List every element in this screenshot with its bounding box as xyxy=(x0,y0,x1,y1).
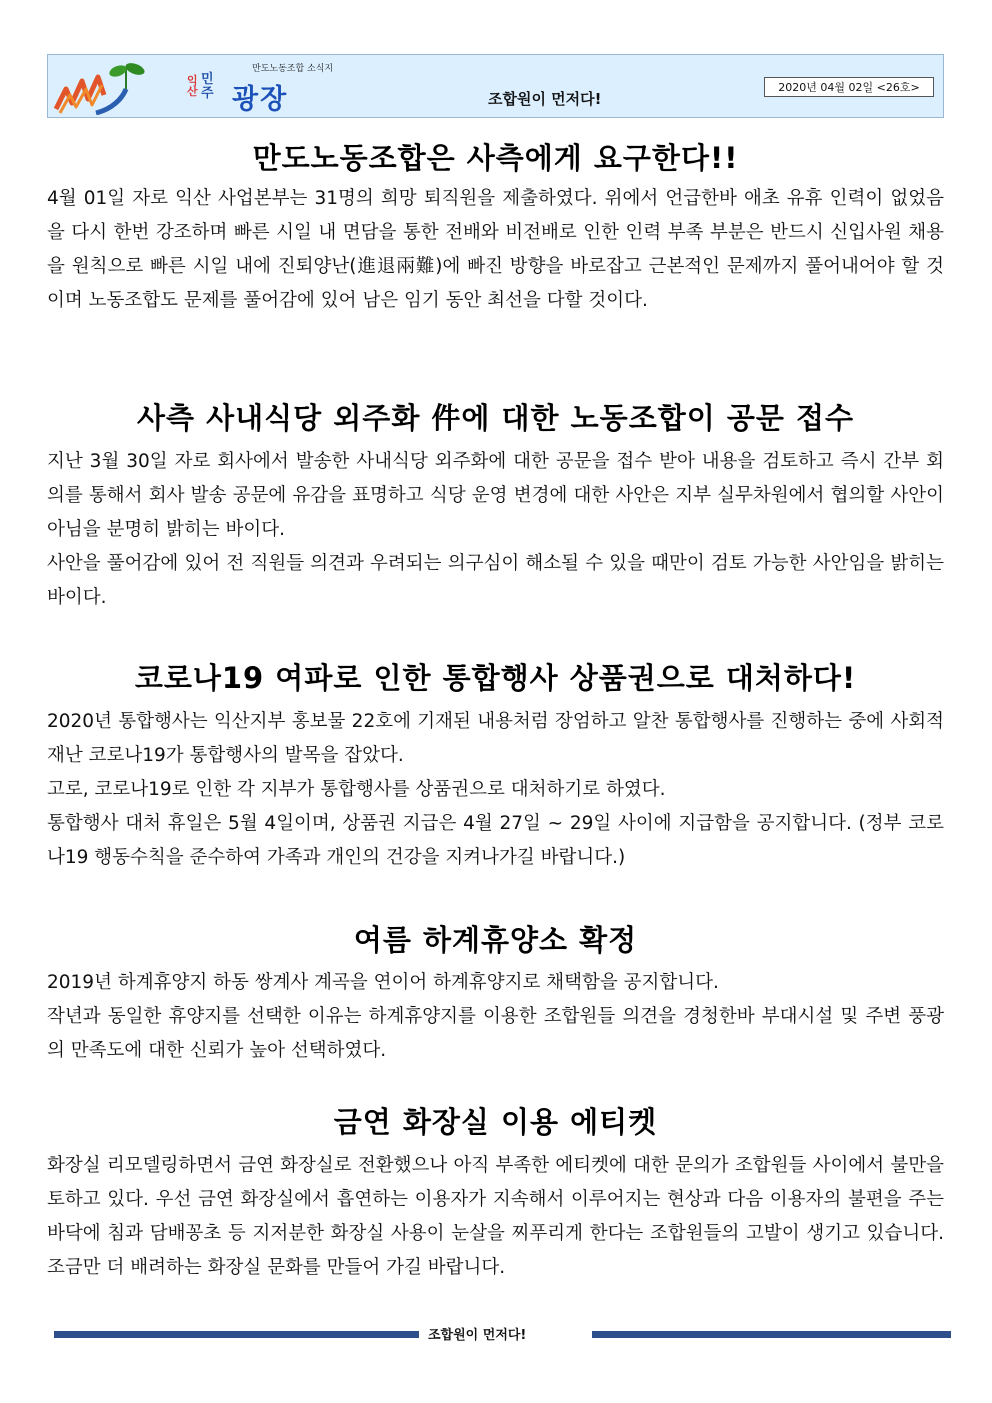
newsletter-header xyxy=(47,54,944,118)
section-title-cafeteria: 사측 사내식당 외주화 件에 대한 노동조합이 공문 접수 xyxy=(137,401,854,435)
section-body-cafeteria xyxy=(47,445,944,615)
union-logo-icon xyxy=(52,59,162,115)
logo-text-iksan: 익산 xyxy=(187,74,198,98)
paragraph: 4월 01일 자로 익산 사업본부는 31명의 희망 퇴직원을 제출하였다. 위에서 언급한바 애초 유휴 인력이 없었음을 다시 한번 강조하며 빠른 시일 내 면담을 통한 전배와 비전배로 인한 인력 부족 부분은 반드시 신입사원 채용을 원칙으로 빠른 시일 내에 진퇴양난(進退兩難)에 빠진 방향을 바로잡고 근본적인 문제까지 풀어내어야 할 것이며 노동조합도 문제를 풀어감에 있어 남은 임기 동안 최선을 다할 것이다. xyxy=(47,188,944,311)
paragraph: 작년과 동일한 휴양지를 선택한 이유는 하계휴양지를 이용한 조합원들 의견을 경청한바 부대시설 및 주변 풍광의 만족도에 대한 신뢰가 높아 선택하였다. xyxy=(47,1006,944,1061)
paragraph: 화장실 리모델링하면서 금연 화장실로 전환했으나 아직 부족한 에티켓에 대한 문의가 조합원들 사이에서 불만을 토하고 있다. 우선 금연 화장실에서 흡연하는 이용자가 지속해서 이루어지는 현상과 다음 이용자의 불편을 주는 바닥에 침과 담배꽁초 등 지저분한 화장실 사용이 눈살을 찌푸리게 한다는 조합원들의 고발이 생기고 있습니다. 조금만 더 배려하는 화장실 문화를 만들어 가길 바랍니다. xyxy=(47,1155,944,1278)
paragraph: 통합행사 대처 휴일은 5월 4일이며, 상품권 지급은 4월 27일 ~ 29일 사이에 지급함을 공지합니다. (정부 코로나19 행동수칙을 준수하여 가족과 개인의 건강을 지켜나가길 바랍니다.) xyxy=(47,813,944,868)
section-title-demands: 만도노동조합은 사측에게 요구한다!! xyxy=(252,141,739,175)
section-body-summer-resort xyxy=(47,966,944,1068)
section-title-covid-event: 코로나19 여파로 인한 통합행사 상품권으로 대처하다! xyxy=(134,661,857,695)
footer-divider-left xyxy=(54,1331,419,1338)
section-title-restroom: 금연 화장실 이용 에티켓 xyxy=(333,1105,658,1139)
section-body-demands xyxy=(47,182,944,318)
section-body-covid-event xyxy=(47,705,944,875)
paragraph: 지난 3월 30일 자로 회사에서 발송한 사내식당 외주화에 대한 공문을 접수 받아 내용을 검토하고 즉시 간부 회의를 통해서 회사 발송 공문에 유감을 표명하고 식당 운영 변경에 대한 사안은 지부 실무차원에서 협의할 사안이 아님을 분명히 밝히는 바이다. xyxy=(47,451,944,540)
footer-divider-right xyxy=(592,1331,951,1338)
footer xyxy=(54,1326,951,1342)
newsletter-subtitle: 만도노동조합 소식지 xyxy=(252,64,334,74)
issue-date-badge: 2020년 04월 02일 <26호> xyxy=(764,77,934,97)
footer-slogan: 조합원이 먼저다! xyxy=(428,1328,527,1343)
header-slogan: 조합원이 먼저다! xyxy=(488,90,602,108)
logo-text-minju: 민주 xyxy=(201,72,214,101)
newsletter-title: 광장 xyxy=(232,84,289,115)
section-title-summer-resort: 여름 하계휴양소 확정 xyxy=(353,923,638,957)
paragraph: 2020년 통합행사는 익산지부 홍보물 22호에 기재된 내용처럼 장엄하고 알찬 통합행사를 진행하는 중에 사회적 재난 코로나19가 통합행사의 발목을 잡았다. xyxy=(47,711,944,766)
section-body-restroom xyxy=(47,1149,944,1285)
paragraph: 고로, 코로나19로 인한 각 지부가 통합행사를 상품권으로 대처하기로 하였다. xyxy=(47,779,666,800)
paragraph: 2019년 하계휴양지 하동 쌍계사 계곡을 연이어 하계휴양지로 채택함을 공지합니다. xyxy=(47,972,719,993)
paragraph: 사안을 풀어감에 있어 전 직원들 의견과 우려되는 의구심이 해소될 수 있을 때만이 검토 가능한 사안임을 밝히는 바이다. xyxy=(47,553,944,608)
